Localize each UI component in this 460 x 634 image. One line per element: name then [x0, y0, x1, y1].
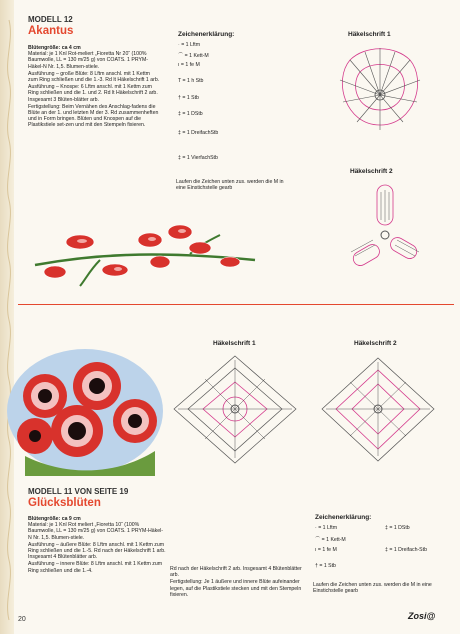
model11-text	[28, 516, 166, 574]
legend2-item: ‡ = 1 Dreifach-Stb	[385, 547, 427, 553]
legend2-item: ⌒ = 1 Kett-M	[315, 537, 346, 543]
legend2-item: † = 1 Stb	[315, 563, 336, 569]
chart-label-h2-top: Häkelschrift 2	[350, 168, 393, 175]
legend2-item: ‡ = 1 DStb	[385, 525, 410, 531]
model12-size: Blütengröße: ca 4 cm	[28, 45, 81, 51]
model12-step2: Ausführung – Knospe: 6 Lftm anschl. mit 1 Kettm zum Ring schließen und die 1. und 2. Rd lt Häkelschrift 2 arb. Insgesamt 3 Blüten-blätter arb.	[28, 84, 158, 103]
model12-step1: Ausführung – große Blüte: 8 Lftm anschl. mit 1 Kettm zum Ring schließen und die 1.-3. Rd lt Häkelschrift 1 arb.	[28, 70, 160, 84]
legend1-item: T = 1 h Stb	[178, 78, 204, 84]
crochet-chart-square-2-icon	[318, 352, 438, 467]
chart-label-h2-bottom: Häkelschrift 2	[354, 340, 397, 347]
model11-material: Material: je 1 Knl Rot meliert „Fioretta 10“ (100% Baumwolle, LL = 130 m/25 g) von COATS. 1 PRYM-Häkel-N Nr. 1,5. Blumen-stiele.	[28, 522, 163, 541]
section-divider	[18, 304, 454, 305]
legend1-item: ⌒ = 1 Kett-M	[178, 53, 209, 59]
legend2-note: Laufen die Zeichen unten zus. werden die M in eine Einstichstelle gearb	[313, 582, 432, 595]
model12-finish: Fertigstellung: Beim Vernähen des Anschlag-fadens die Blüte an der 1. und letzten M der 3. Rd zusammenheften und in Form bringen. Blüten und Knospen auf die Plastikstiele set-zen und mit den Stempeln fixieren.	[28, 103, 159, 129]
legend2-item: · = 1 Lftm	[315, 525, 338, 531]
model11-step2-cont: Rd nach der Häkelschrift 2 arb. Insgesamt 4 Blütenblätter arb.	[170, 566, 302, 579]
ornament-swirl-icon	[2, 0, 16, 634]
model11-step1: Ausführung – äußere Blüte: 8 Lftm anschl. mit 1 Kettm zum Ring schließen und die 1.-5. Rd nach der Häkelschrift 1 arb. Insgesamt 4 Blütenblätter arb.	[28, 541, 166, 561]
model12-material: Material: je 1 Knl Rot-meliert „Fioretta Nr 20“ (100% Baumwolle, LL = 130 m/25 g) von COATS. 1 PRYM-Häkel-N Nr. 1,5. Blumen-stiele.	[28, 51, 148, 70]
page-number: 20	[18, 616, 26, 623]
legend1-item: ‡ = 1 DreifachStb	[178, 130, 219, 136]
legend1-note: Laufen die Zeichen unten zus. werden die M in eine Einstichstelle gearb	[176, 179, 284, 192]
crochet-chart-y-shape-icon	[345, 180, 425, 275]
model11-size: Blütengröße: ca 9 cm	[28, 516, 81, 522]
crochet-chart-square-1-icon	[170, 352, 300, 467]
model11-name: Glücksblüten	[28, 497, 101, 509]
chart-label-h1-top: Häkelschrift 1	[348, 31, 391, 38]
legend1-item: † = 1 Stb	[178, 95, 199, 101]
chart-label-h1-bottom: Häkelschrift 1	[213, 340, 256, 347]
gluecksblueten-photo	[5, 336, 163, 476]
akantus-photo	[30, 220, 260, 290]
model11-label: MODELL 11 VON SEITE 19	[28, 487, 129, 496]
legend2-title: Zeichenerklärung:	[315, 514, 372, 521]
model11-finish: Fertigstellung: Je 1 äußere und innere Blüte aufeinander legen, auf die Plastikstiele stecken und mit den Stempeln fixieren.	[170, 579, 302, 598]
legend1-item: ı = 1 fe M	[178, 62, 200, 68]
legend1-item: · = 1 Lftm	[178, 42, 201, 48]
model11-text-cont	[170, 566, 305, 598]
model12-text	[28, 45, 160, 129]
crochet-chart-triangle-icon	[325, 40, 435, 140]
model12-name: Akantus	[28, 25, 74, 37]
legend1-item: ‡ = 1 DStb	[178, 111, 203, 117]
legend1-title: Zeichenerklärung:	[178, 31, 235, 38]
legend2-item: ı = 1 fe M	[315, 547, 337, 553]
model11-step2: Ausführung – innere Blüte: 8 Lftm anschl. mit 1 Kettm zum Ring schließen und die 1.-4.	[28, 561, 163, 574]
legend1-item: ‡ = 1 VierfachStb	[178, 155, 218, 161]
model12-label: MODELL 12	[28, 15, 73, 24]
brand-watermark: Zosi@	[408, 611, 436, 621]
